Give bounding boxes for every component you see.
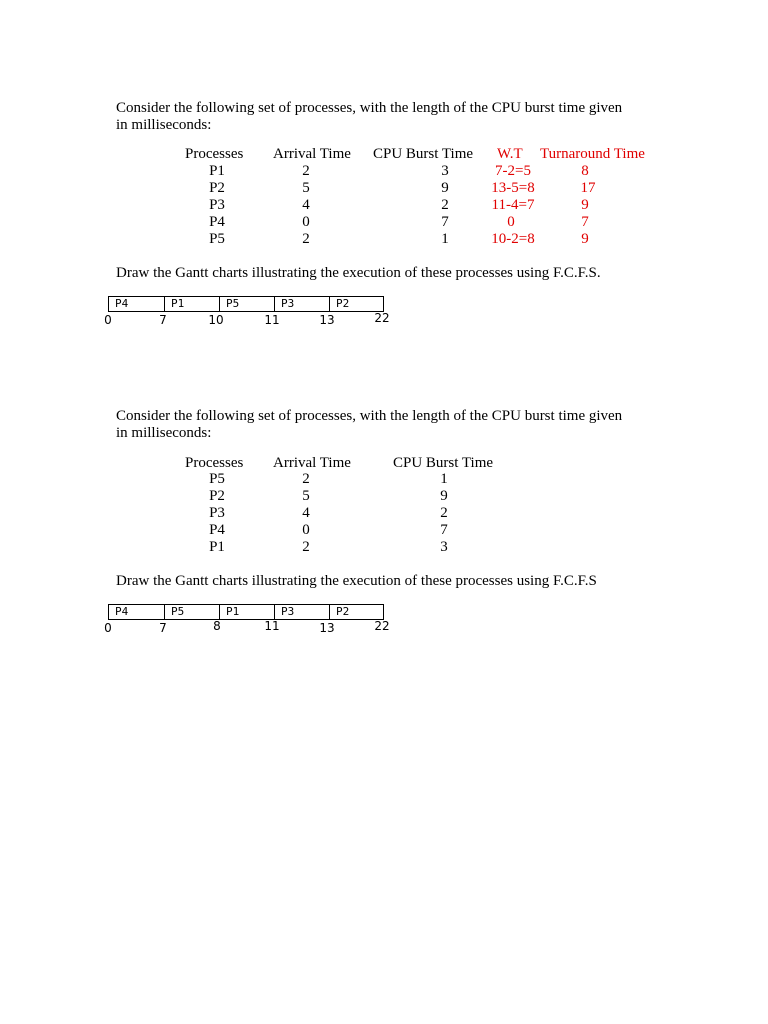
gantt-tick: 13 bbox=[319, 621, 335, 635]
cell-arrival: 0 bbox=[302, 522, 310, 538]
header-processes: Processes bbox=[185, 455, 244, 471]
gantt-cell: P4 bbox=[115, 605, 129, 618]
gantt-cell: P1 bbox=[164, 297, 219, 311]
cell-burst: 1 bbox=[440, 471, 448, 487]
intro-line-1: Consider the following set of processes, with the length of the CPU burst time given bbox=[116, 100, 623, 116]
header-turnaround-time: Turnaround Time bbox=[540, 146, 645, 162]
gantt-cell: P4 bbox=[115, 297, 129, 310]
cell-process: P2 bbox=[209, 488, 225, 504]
header-cpu-burst-time: CPU Burst Time bbox=[373, 146, 474, 162]
header-arrival-time: Arrival Time bbox=[273, 146, 351, 162]
cell-arrival: 2 bbox=[302, 471, 310, 487]
cell-arrival: 5 bbox=[302, 180, 310, 196]
cell-arrival: 4 bbox=[302, 197, 310, 213]
gantt-tick: 7 bbox=[159, 313, 167, 327]
cell-burst: 7 bbox=[440, 522, 448, 538]
cell-arrival: 2 bbox=[302, 231, 310, 247]
cell-arrival: 2 bbox=[302, 539, 310, 555]
gantt-cell: P5 bbox=[164, 605, 219, 619]
gantt-cell: P3 bbox=[274, 605, 329, 619]
cell-turnaround: 9 bbox=[581, 231, 589, 247]
gantt-bar bbox=[108, 296, 384, 312]
cell-burst: 3 bbox=[441, 163, 449, 179]
cell-arrival: 0 bbox=[302, 214, 310, 230]
cell-turnaround: 8 bbox=[581, 163, 589, 179]
cell-waiting-time: 11-4=7 bbox=[491, 197, 535, 213]
gantt-cell: P1 bbox=[219, 605, 274, 619]
cell-burst: 3 bbox=[440, 539, 448, 555]
intro-line-2: in milliseconds: bbox=[116, 117, 212, 133]
cell-arrival: 4 bbox=[302, 505, 310, 521]
cell-waiting-time: 10-2=8 bbox=[491, 231, 535, 247]
cell-process: P2 bbox=[209, 180, 225, 196]
cell-arrival: 5 bbox=[302, 488, 310, 504]
instruction: Draw the Gantt charts illustrating the execution of these processes using F.C.F.S. bbox=[116, 265, 601, 281]
gantt-cell: P3 bbox=[274, 297, 329, 311]
gantt-tick: 13 bbox=[319, 313, 335, 327]
cell-process: P5 bbox=[209, 471, 225, 487]
gantt-tick: 11 bbox=[264, 313, 280, 327]
intro-line-1: Consider the following set of processes, with the length of the CPU burst time given bbox=[116, 408, 623, 424]
cell-process: P4 bbox=[209, 214, 225, 230]
gantt-cell: P5 bbox=[219, 297, 274, 311]
cell-burst: 2 bbox=[441, 197, 449, 213]
gantt-bar bbox=[108, 604, 384, 620]
header-arrival-time: Arrival Time bbox=[273, 455, 351, 471]
cell-burst: 2 bbox=[440, 505, 448, 521]
cell-process: P3 bbox=[209, 197, 225, 213]
gantt-tick: 7 bbox=[159, 621, 167, 635]
cell-burst: 9 bbox=[441, 180, 449, 196]
header-waiting-time: W.T bbox=[497, 146, 523, 162]
cell-turnaround: 9 bbox=[581, 197, 589, 213]
cell-process: P5 bbox=[209, 231, 225, 247]
gantt-cell: P2 bbox=[329, 297, 383, 311]
cell-waiting-time: 7-2=5 bbox=[495, 163, 531, 179]
cell-burst: 1 bbox=[441, 231, 449, 247]
gantt-tick: 11 bbox=[264, 619, 280, 633]
header-cpu-burst-time: CPU Burst Time bbox=[393, 455, 494, 471]
gantt-tick: 10 bbox=[208, 313, 224, 327]
cell-burst: 7 bbox=[441, 214, 449, 230]
cell-turnaround: 17 bbox=[580, 180, 596, 196]
cell-burst: 9 bbox=[440, 488, 448, 504]
gantt-tick: 0 bbox=[104, 313, 112, 327]
gantt-tick: 8 bbox=[213, 619, 221, 633]
intro-line-2: in milliseconds: bbox=[116, 425, 212, 441]
cell-process: P1 bbox=[209, 163, 225, 179]
cell-waiting-time: 0 bbox=[507, 214, 515, 230]
gantt-tick: 0 bbox=[104, 621, 112, 635]
cell-turnaround: 7 bbox=[581, 214, 589, 230]
instruction: Draw the Gantt charts illustrating the execution of these processes using F.C.F.S bbox=[116, 573, 597, 589]
cell-process: P1 bbox=[209, 539, 225, 555]
cell-process: P3 bbox=[209, 505, 225, 521]
cell-waiting-time: 13-5=8 bbox=[491, 180, 535, 196]
gantt-tick: 22 bbox=[374, 311, 390, 325]
cell-process: P4 bbox=[209, 522, 225, 538]
header-processes: Processes bbox=[185, 146, 244, 162]
cell-arrival: 2 bbox=[302, 163, 310, 179]
gantt-cell: P2 bbox=[329, 605, 383, 619]
gantt-tick: 22 bbox=[374, 619, 390, 633]
